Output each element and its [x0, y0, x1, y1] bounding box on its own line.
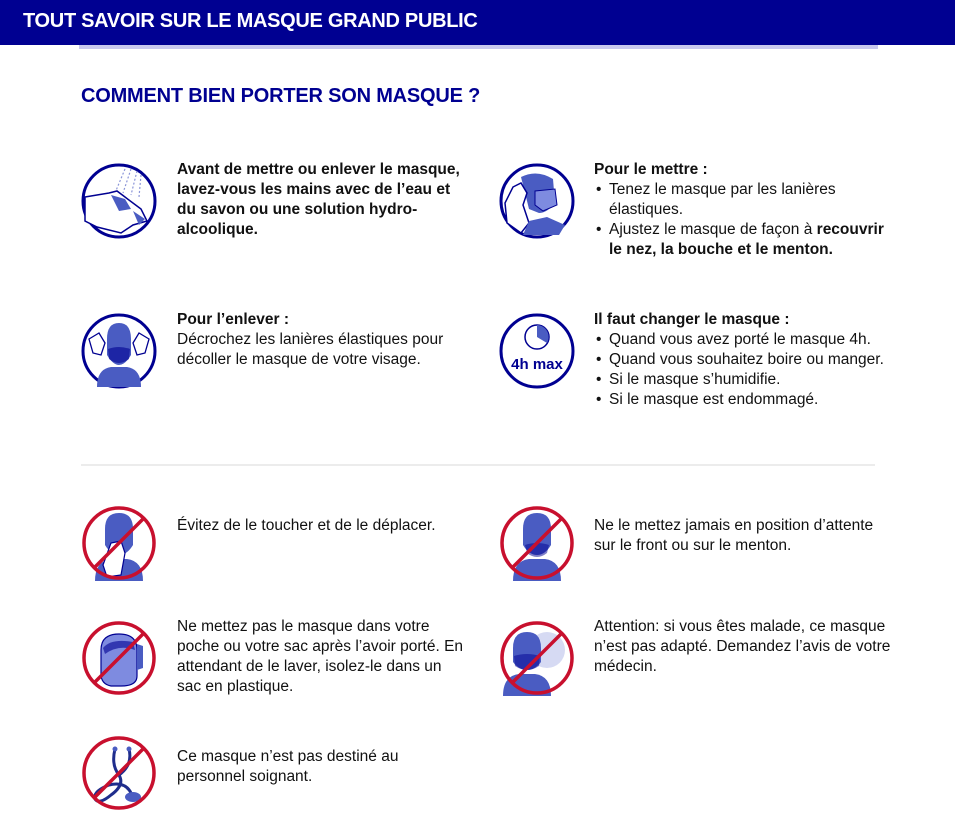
header-title: TOUT SAVOIR SUR LE MASQUE GRAND PUBLIC	[23, 10, 478, 32]
warning-text: Ne mettez pas le masque dans votre poche ou votre sac après l’avoir porté. En attendant de le laver, isolez-le dans un sac en plastique.	[177, 618, 464, 695]
remove-text: Décrochez les lanières élastiques pour décoller le masque de votre visage.	[177, 331, 444, 368]
change-bullet: • Quand vous souhaitez boire ou manger.	[594, 350, 894, 370]
put-on-bullet	[594, 220, 884, 260]
remove-mask-icon	[81, 313, 157, 389]
instruction-put-on	[594, 160, 884, 260]
header-underline	[79, 45, 878, 49]
put-on-bullet: • Tenez le masque par les lanières élastiques.	[594, 180, 884, 220]
no-touch-mask-icon	[81, 505, 157, 581]
no-sick-icon	[499, 620, 575, 696]
remove-heading: Pour l’enlever :	[177, 311, 289, 328]
warning-text: Évitez de le toucher et de le déplacer.	[177, 517, 436, 534]
change-bullet: • Si le masque est endommagé.	[594, 390, 894, 410]
clock-label: 4h max	[511, 356, 563, 373]
no-pocket-icon	[81, 620, 157, 696]
put-on-bullet-text: Ajustez le masque de façon à	[609, 221, 817, 238]
warning-text: Attention: si vous êtes malade, ce masque n’est pas adapté. Demandez l’avis de votre médecin.	[594, 618, 891, 675]
section-divider	[81, 464, 875, 466]
instruction-change-mask	[594, 310, 894, 410]
no-chin-mask-icon	[499, 505, 575, 581]
warning-text: Ne le mettez jamais en position d’attente sur le front ou sur le menton.	[594, 517, 874, 554]
hand-washing-icon	[81, 163, 157, 239]
section-title: COMMENT BIEN PORTER SON MASQUE ?	[81, 85, 481, 107]
clock-4h-icon	[499, 313, 575, 389]
change-bullet: • Quand vous avez porté le masque 4h.	[594, 330, 894, 350]
change-bullet: • Si le masque s’humidifie.	[594, 370, 894, 390]
put-on-heading: Pour le mettre :	[594, 161, 708, 178]
change-heading: Il faut changer le masque :	[594, 311, 790, 328]
warning-text: Ce masque n’est pas destiné au personnel soignant.	[177, 748, 399, 785]
put-on-bullet-bold: recouvrir le nez, la bouche et le menton.	[609, 221, 884, 258]
header-banner	[0, 0, 955, 45]
instruction-wash-hands: Avant de mettre ou enlever le masque, lavez-vous les mains avec de l’eau et du savon ou une solution hydro-alcoolique.	[177, 161, 460, 238]
put-on-mask-icon	[499, 163, 575, 239]
instruction-remove	[177, 310, 467, 370]
no-stethoscope-icon	[81, 735, 157, 811]
